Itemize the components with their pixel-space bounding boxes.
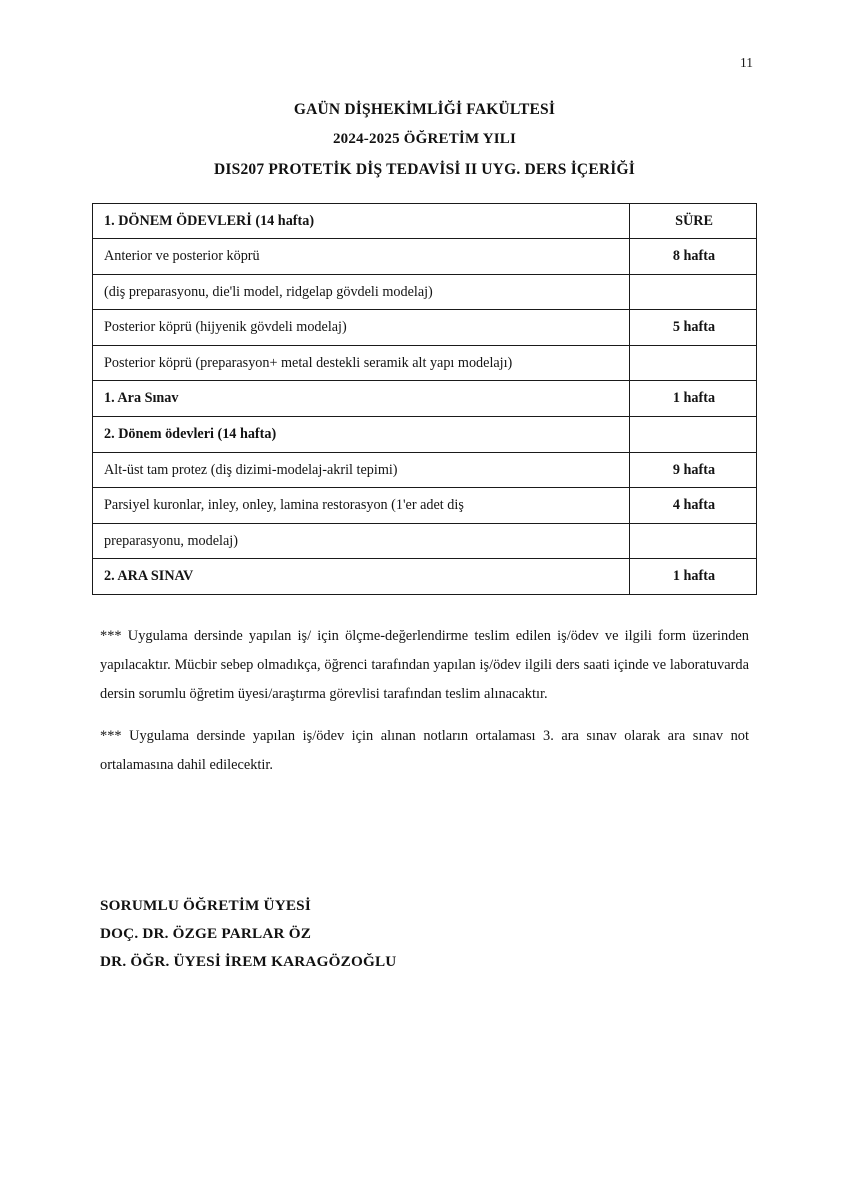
row-duration-empty (630, 345, 757, 381)
row-description: Posterior köprü (hijyenik gövdeli modelaj) (93, 310, 630, 346)
table-header-assignments: 1. DÖNEM ÖDEVLERİ (14 hafta) (93, 203, 630, 239)
heading-line-academic-year: 2024-2025 ÖĞRETİM YILI (332, 131, 517, 148)
row-description-second-line: (diş preparasyonu, die'li model, ridgelap gövdeli modelaj) (93, 274, 630, 310)
document-heading (0, 100, 849, 180)
row-description-second-line: preparasyonu, modelaj) (93, 523, 630, 559)
row-description: Anterior ve posterior köprü (93, 239, 630, 275)
row-description: 2. ARA SINAV (93, 559, 630, 595)
table-row (93, 310, 757, 346)
table-row (93, 381, 757, 417)
page-number: 11 (740, 55, 753, 70)
row-description-second-line: Posterior köprü (preparasyon+ metal destekli seramik alt yapı modelajı) (93, 345, 630, 381)
notes-section (100, 622, 749, 780)
table-row (93, 417, 757, 453)
table-row-continuation (93, 523, 757, 559)
course-content-table (92, 203, 757, 596)
signature-name-first: DOÇ. DR. ÖZGE PARLAR ÖZ (100, 925, 312, 943)
row-duration: 8 hafta (630, 239, 757, 275)
table-row-continuation (93, 345, 757, 381)
note-paragraph-grading: *** Uygulama dersinde yapılan iş/ödev için alınan notların ortalaması 3. ara sınav olarak ara sınav not ortalamasına dahil edilecektir. (100, 728, 749, 774)
note-paragraph-evaluation: *** Uygulama dersinde yapılan iş/ için ölçme-değerlendirme teslim edilen iş/ödev ve ilgili form üzerinden yapılacaktır. Mücbir sebep olmadıkça, öğrenci tarafından yapılan iş/ödev ilgili ders saati içinde ve laboratuvarda dersin sorumlu öğretim üyesi/araştırma görevlisi tarafından teslim alınacaktır. (100, 628, 749, 702)
row-duration: 4 hafta (630, 488, 757, 524)
row-duration-empty (630, 523, 757, 559)
table-header-row (93, 203, 757, 239)
row-duration: 1 hafta (630, 559, 757, 595)
row-description: 1. Ara Sınav (93, 381, 630, 417)
row-duration (630, 417, 757, 453)
row-duration-empty (630, 274, 757, 310)
table-row (93, 239, 757, 275)
heading-line-faculty: GAÜN DİŞHEKİMLİĞİ FAKÜLTESİ (293, 101, 556, 118)
table-row (93, 452, 757, 488)
signature-title: SORUMLU ÖĞRETİM ÜYESİ (100, 897, 311, 915)
table-header-duration: SÜRE (630, 203, 757, 239)
heading-line-course: DIS207 PROTETİK DİŞ TEDAVİSİ II UYG. DERS İÇERİĞİ (214, 161, 635, 179)
signature-name-second: DR. ÖĞR. ÜYESİ İREM KARAGÖZOĞLU (100, 953, 397, 971)
table-row (93, 559, 757, 595)
table-row (93, 488, 757, 524)
signature-block (100, 892, 849, 976)
row-description: Alt-üst tam protez (diş dizimi-modelaj-akril tepimi) (93, 452, 630, 488)
row-duration: 5 hafta (630, 310, 757, 346)
row-duration: 1 hafta (630, 381, 757, 417)
row-description: 2. Dönem ödevleri (14 hafta) (93, 417, 630, 453)
row-description: Parsiyel kuronlar, inley, onley, lamina restorasyon (1'er adet diş (93, 488, 630, 524)
row-duration: 9 hafta (630, 452, 757, 488)
table-row-continuation (93, 274, 757, 310)
